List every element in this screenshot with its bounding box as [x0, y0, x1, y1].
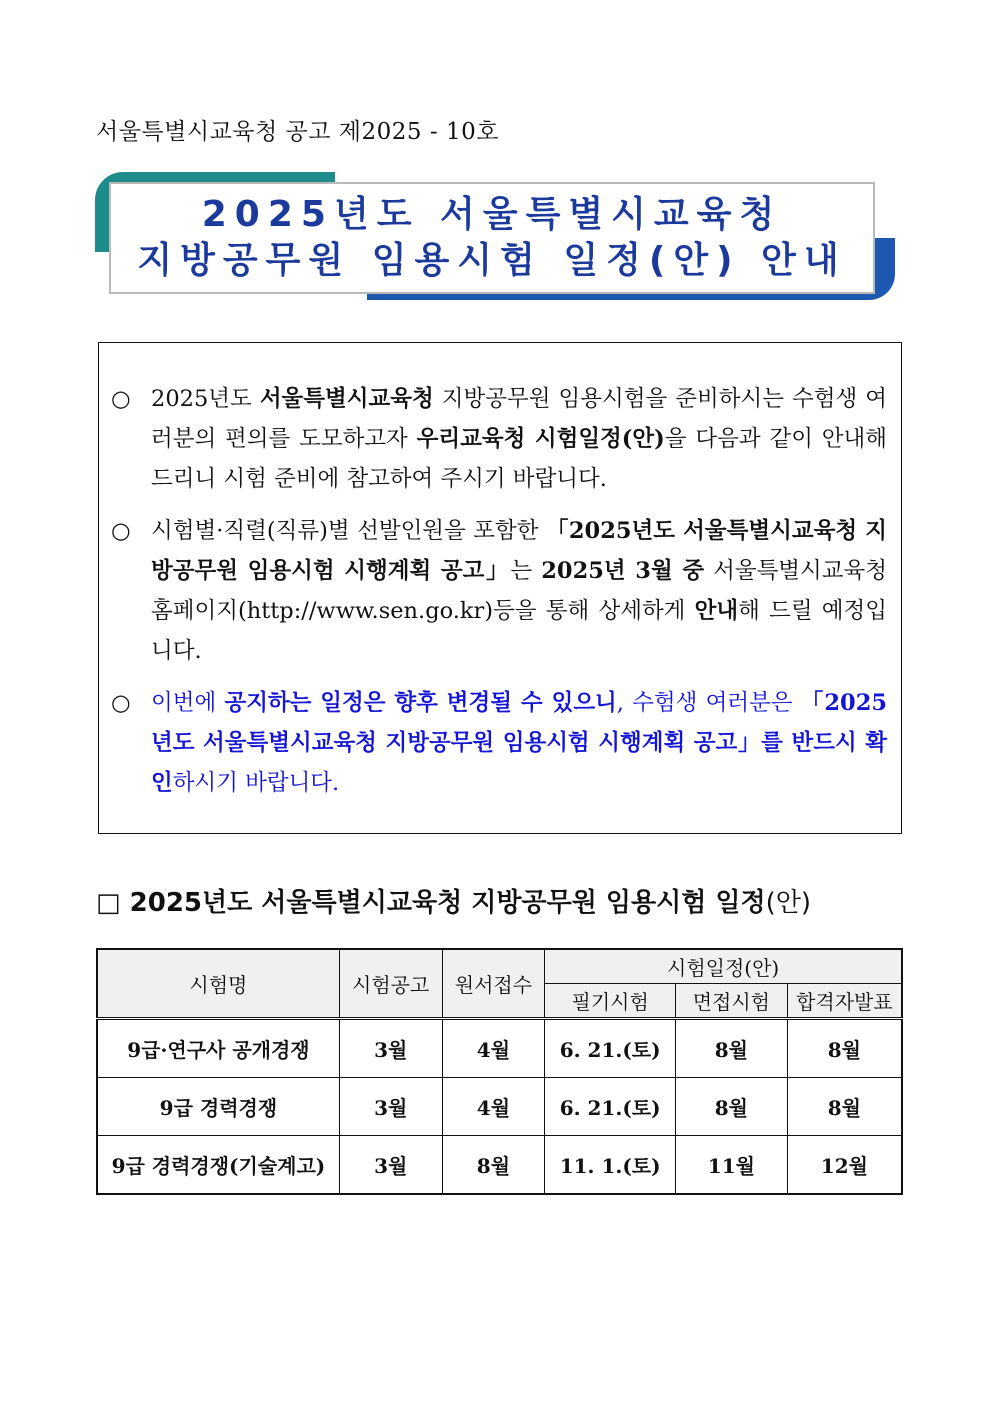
- header-exam-name: 시험명: [97, 949, 339, 1018]
- cell-application: 4월: [442, 1018, 545, 1077]
- header-result: 합격자발표: [787, 983, 902, 1018]
- notice-item-3-text: 이번에 공지하는 일정은 향후 변경될 수 있으니, 수험생 여러분은 「2025년도 서울특별시교육청 지방공무원 임용시험 시행계획 공고」를 반드시 확인하시기 바랍니다.: [151, 690, 888, 796]
- bullet-circle-icon: ○: [111, 386, 131, 412]
- title-line-2: 지방공무원 임용시험 일정(안) 안내: [137, 240, 847, 281]
- cell-announcement: 3월: [339, 1077, 442, 1135]
- title-line-1: 2025년도 서울특별시교육청: [201, 194, 783, 235]
- notice-item-2: [111, 511, 887, 671]
- cell-interview: 11월: [676, 1135, 788, 1194]
- cell-result: 8월: [787, 1077, 902, 1135]
- cell-interview: 8월: [676, 1018, 788, 1077]
- notice-item-3: [111, 683, 887, 803]
- bullet-circle-icon: ○: [111, 518, 131, 544]
- header-application: 원서접수: [442, 949, 545, 1018]
- schedule-section-heading: [96, 882, 811, 919]
- cell-interview: 8월: [676, 1077, 788, 1135]
- cell-written: 11. 1.(토): [545, 1135, 676, 1194]
- cell-exam-name: 9급·연구사 공개경쟁: [97, 1018, 339, 1077]
- bullet-circle-icon: ○: [111, 690, 131, 716]
- cell-written: 6. 21.(토): [545, 1077, 676, 1135]
- table-row: [97, 1077, 902, 1135]
- title-banner: [95, 172, 895, 300]
- cell-announcement: 3월: [339, 1135, 442, 1194]
- cell-application: 4월: [442, 1077, 545, 1135]
- cell-result: 12월: [787, 1135, 902, 1194]
- notice-item-2-text: 시험별·직렬(직류)별 선발인원을 포함한 「2025년도 서울특별시교육청 지방공무원 임용시험 시행계획 공고」는 2025년 3월 중 서울특별시교육청 홈페이지(http://www.sen.go.kr)등을 통해 상세하게 안내해 드릴 예정입니다.: [151, 518, 887, 664]
- title-box: [109, 182, 875, 294]
- checkbox-square-icon: □: [96, 888, 121, 918]
- cell-exam-name: 9급 경력경쟁: [97, 1077, 339, 1135]
- cell-written: 6. 21.(토): [545, 1018, 676, 1077]
- header-schedule-group: 시험일정(안): [545, 949, 902, 983]
- schedule-table: [96, 948, 903, 1195]
- table-row: [97, 1135, 902, 1194]
- header-announcement: 시험공고: [339, 949, 442, 1018]
- schedule-section-suffix: (안): [765, 888, 812, 918]
- notice-box: [98, 342, 902, 834]
- cell-application: 8월: [442, 1135, 545, 1194]
- header-interview: 면접시험: [676, 983, 788, 1018]
- notice-number: 서울특별시교육청 공고 제2025 - 10호: [96, 119, 499, 145]
- cell-exam-name: 9급 경력경쟁(기술계고): [97, 1135, 339, 1194]
- notice-item-1: [111, 379, 887, 499]
- table-row: [97, 1018, 902, 1077]
- cell-result: 8월: [787, 1018, 902, 1077]
- header-written-exam: 필기시험: [545, 983, 676, 1018]
- schedule-section-title: 2025년도 서울특별시교육청 지방공무원 임용시험 일정: [129, 888, 766, 918]
- notice-item-1-text: 2025년도 서울특별시교육청 지방공무원 임용시험을 준비하시는 수험생 여러분의 편의를 도모하고자 우리교육청 시험일정(안)을 다음과 같이 안내해 드리니 시험 준비에 참고하여 주시기 바랍니다.: [151, 386, 887, 492]
- cell-announcement: 3월: [339, 1018, 442, 1077]
